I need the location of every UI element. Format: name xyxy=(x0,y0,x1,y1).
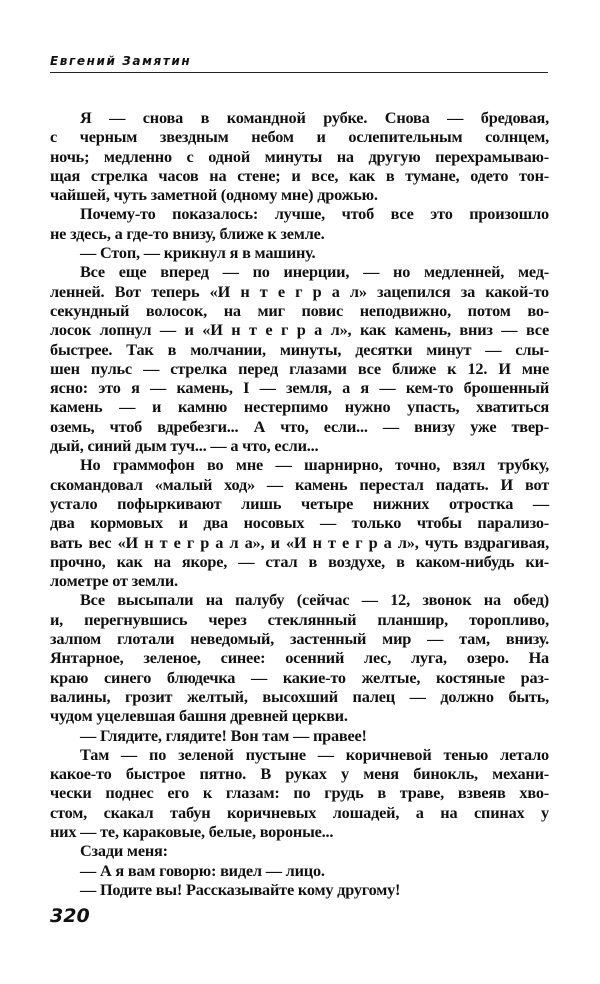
paragraph xyxy=(50,861,549,880)
running-header xyxy=(50,52,548,73)
text-line: вать вес «И н т е г р а л а», и «И н т е г р а л», чуть вздрагивая, xyxy=(50,532,549,552)
text-line: и, перегнувшись через стеклянный планшир, торопливо, xyxy=(50,609,549,629)
paragraph xyxy=(50,262,549,455)
text-line: скомандовал «малый ход» — камень перестал падать. И вот xyxy=(50,474,549,494)
running-title: Евгений Замятин xyxy=(50,54,192,68)
text-line: — Стоп, — крикнул я в машину. xyxy=(80,243,316,263)
text-line: не здесь, а где-то внизу, ближе к земле. xyxy=(50,223,325,243)
text-line: ночь; медленно с одной минуты на другую перехрамываю- xyxy=(50,146,549,166)
text-line: Я — снова в командной рубке. Снова — бредовая, xyxy=(80,108,549,127)
text-line: ясно: это я — камень, I — земля, а я — кем-то брошенный xyxy=(50,378,549,398)
paragraph xyxy=(50,204,549,243)
paragraph xyxy=(50,243,549,262)
text-line: устало пофыркивают лишь четыре нижних отростка — xyxy=(50,493,549,513)
text-line: Но граммофон во мне — шарнирно, точно, взял трубку, xyxy=(80,455,549,475)
text-line: краю синего блюдечка — какие-то желтые, костяные раз- xyxy=(50,667,549,687)
text-line: щая стрелка часов на стене; и все, как в тумане, одето тон- xyxy=(50,165,549,185)
text-line: Там — по зеленой пустыне — коричневой тенью летало xyxy=(80,744,549,764)
paragraph xyxy=(50,841,549,860)
text-line: ленней. Вот теперь «И н т е г р а л» зацепился за какой-то xyxy=(50,281,549,301)
page-number: 320 xyxy=(50,905,90,927)
text-line: — А я вам говорю: видел — лицо. xyxy=(80,860,325,880)
text-line: чески поднес его к глазам: по грудь в траве, взвеяв хво- xyxy=(50,783,549,803)
text-line: Почему-то показалось: лучше, чтоб все это произошло xyxy=(80,204,549,224)
paragraph xyxy=(50,590,549,725)
body-text xyxy=(50,108,549,899)
text-line: лосок лопнул — и «И н т е г р а л», как камень, вниз — все xyxy=(50,320,549,340)
text-line: какое-то быстрое пятно. В руках у меня бинокль, механи- xyxy=(50,764,549,784)
text-line: стом, скакал табун коричневых лошадей, а на спинах у xyxy=(50,802,549,822)
text-line: дый, синий дым туч... — а что, если... xyxy=(50,436,319,456)
text-line: два кормовых и два носовых — только чтобы парализо- xyxy=(50,513,549,533)
paragraph xyxy=(50,745,549,841)
text-line: секундный волосок, на миг повис неподвижно, потом во- xyxy=(50,300,549,320)
text-line: валины, грозит желтый, высохший палец — должно быть, xyxy=(50,686,549,706)
text-line: Все высыпали на палубу (сейчас — 12, звонок на обед) xyxy=(80,590,549,610)
text-line: лометре от земли. xyxy=(50,571,178,591)
text-line: чайшей, чуть заметной (одному мне) дрожью. xyxy=(50,185,378,205)
text-line: быстрее. Так в молчании, минуты, десятки минут — слы- xyxy=(50,339,549,359)
paragraph xyxy=(50,726,549,745)
text-line: Все еще вперед — по инерции, — но медленней, мед- xyxy=(80,262,549,282)
paragraph xyxy=(50,455,549,590)
paragraph xyxy=(50,880,549,899)
text-line: чудом уцелевшая башня древней церкви. xyxy=(50,706,348,726)
text-line: — Глядите, глядите! Вон там — правее! xyxy=(80,725,367,745)
paragraph xyxy=(50,108,549,204)
text-line: камень — и камню нестерпимо нужно упасть, хватиться xyxy=(50,397,549,417)
text-line: прочно, как на якоре, — стал в воздухе, в каком-нибудь ки- xyxy=(50,551,549,571)
text-line: оземь, чтоб вдребезги... А что, если... — внизу уже твер- xyxy=(50,416,549,436)
text-line: с черным звездным небом и ослепительным солнцем, xyxy=(50,127,549,147)
text-line: — Подите вы! Рассказывайте кому другому! xyxy=(80,879,401,899)
text-line: залпом глотали неведомый, застенный мир — там, внизу. xyxy=(50,629,549,649)
text-line: Янтарное, зеленое, синее: осенний лес, луга, озеро. На xyxy=(50,648,549,668)
text-line: Сзади меня: xyxy=(80,841,168,861)
text-line: них — те, караковые, белые, вороные... xyxy=(50,821,334,841)
text-line: шен пульс — стрелка перед глазами все ближе к 12. И мне xyxy=(50,358,549,378)
